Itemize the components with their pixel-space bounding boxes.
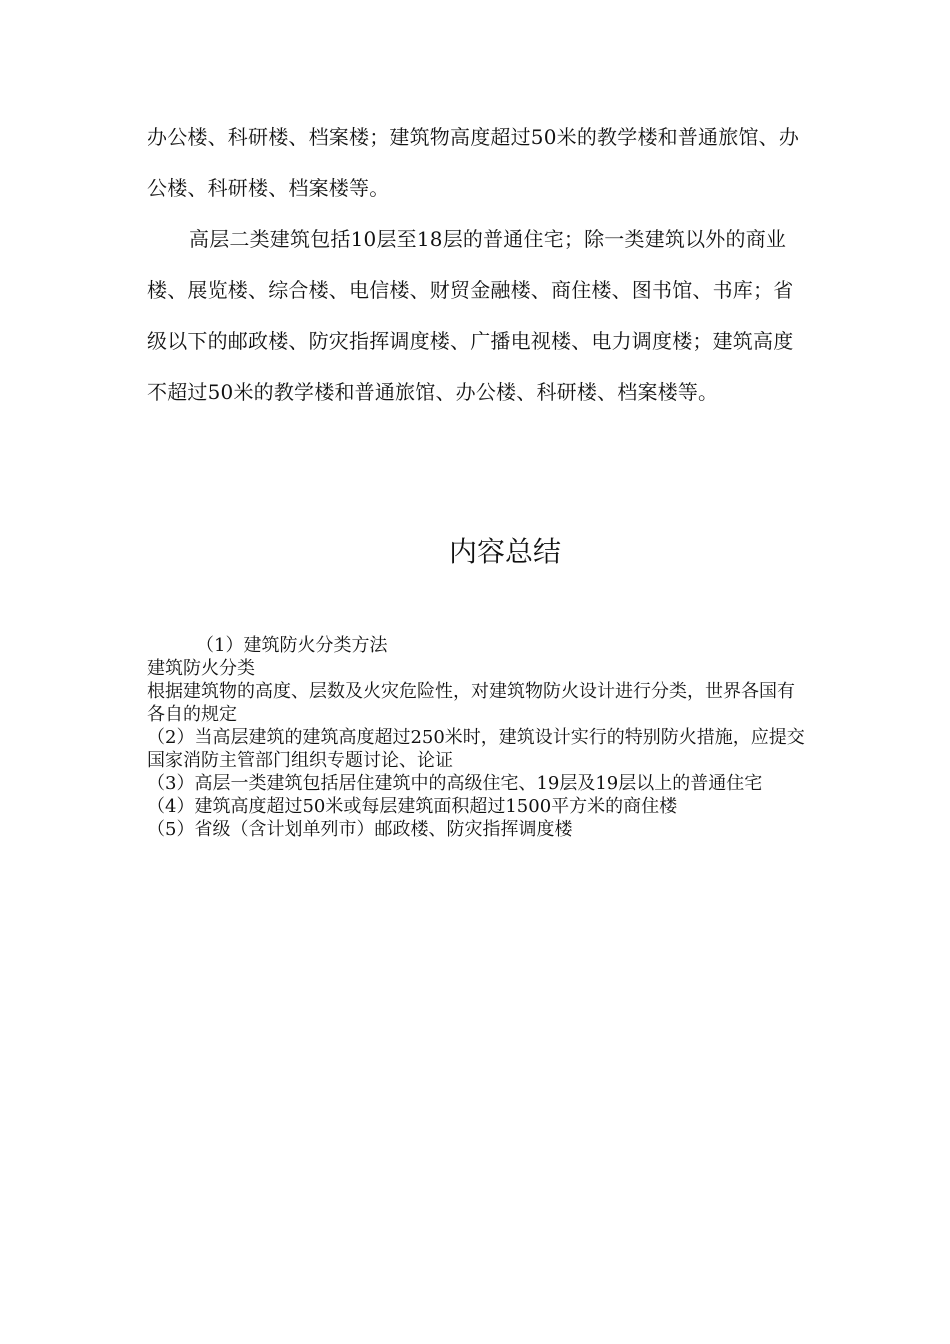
body-paragraph-1: 办公楼、科研楼、档案楼；建筑物高度超过50米的教学楼和普通旅馆、办公楼、科研楼、档案楼等。 bbox=[147, 125, 800, 200]
summary-list bbox=[147, 634, 807, 841]
summary-line-4: （2）当高层建筑的建筑高度超过250米时，建筑设计实行的特别防火措施，应提交国家消防主管部门组织专题讨论、论证 bbox=[147, 727, 805, 771]
summary-line-3: 根据建筑物的高度、层数及火灾危险性，对建筑物防火设计进行分类，世界各国有各自的规定 bbox=[147, 681, 795, 725]
body-paragraph-2: 高层二类建筑包括10层至18层的普通住宅；除一类建筑以外的商业楼、展览楼、综合楼、电信楼、财贸金融楼、商住楼、图书馆、书库；省级以下的邮政楼、防灾指挥调度楼、广播电视楼、电力调度楼；建筑高度不超过50米的教学楼和普通旅馆、办公楼、科研楼、档案楼等。 bbox=[147, 227, 794, 404]
summary-line-6: （4）建筑高度超过50米或每层建筑面积超过1500平方米的商住楼 bbox=[147, 796, 678, 817]
summary-line-5: （3）高层一类建筑包括居住建筑中的高级住宅、19层及19层以上的普通住宅 bbox=[147, 773, 763, 794]
summary-line-7: （5）省级（含计划单列市）邮政楼、防灾指挥调度楼 bbox=[147, 819, 573, 840]
summary-title: 内容总结 bbox=[448, 535, 561, 568]
summary-line-2: 建筑防火分类 bbox=[147, 658, 255, 679]
summary-line-1: （1）建筑防火分类方法 bbox=[196, 635, 388, 656]
